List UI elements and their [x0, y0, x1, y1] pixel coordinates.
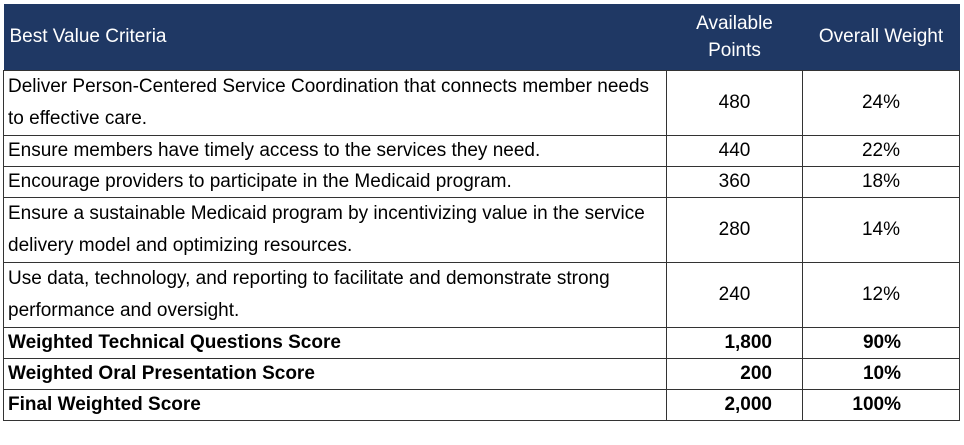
- row-weight: 18%: [803, 166, 960, 197]
- row-criteria: Use data, technology, and reporting to facilitate and demonstrate strong performance and oversight.: [4, 262, 667, 327]
- total-criteria: Final Weighted Score: [4, 389, 667, 420]
- total-points: 200: [667, 358, 803, 389]
- header-criteria: Best Value Criteria: [9, 26, 167, 48]
- row-criteria: Ensure a sustainable Medicaid program by incentivizing value in the service delivery model and optimizing resources.: [4, 197, 667, 262]
- total-weight: 90%: [803, 327, 960, 358]
- best-value-criteria-table: [3, 4, 960, 421]
- total-points: 1,800: [667, 327, 803, 358]
- header-available-points: Available Points: [696, 12, 773, 61]
- row-points: 440: [667, 135, 803, 166]
- row-weight: 12%: [803, 262, 960, 327]
- header-overall-weight: Overall Weight: [818, 26, 944, 48]
- total-criteria: Weighted Technical Questions Score: [4, 327, 667, 358]
- table-header-row: [4, 4, 960, 70]
- total-row: [4, 358, 960, 389]
- table-row: [4, 135, 960, 166]
- total-row: [4, 389, 960, 420]
- total-row: [4, 327, 960, 358]
- table-row: [4, 197, 960, 262]
- total-weight: 100%: [803, 389, 960, 420]
- table-row: [4, 262, 960, 327]
- row-criteria: Ensure members have timely access to the services they need.: [4, 135, 667, 166]
- row-points: 280: [667, 197, 803, 262]
- row-points: 360: [667, 166, 803, 197]
- row-weight: 14%: [803, 197, 960, 262]
- row-weight: 22%: [803, 135, 960, 166]
- table-row: [4, 166, 960, 197]
- total-criteria: Weighted Oral Presentation Score: [4, 358, 667, 389]
- total-points: 2,000: [667, 389, 803, 420]
- row-points: 240: [667, 262, 803, 327]
- row-criteria: Deliver Person-Centered Service Coordination that connects member needs to effective care.: [4, 70, 667, 135]
- table-row: [4, 70, 960, 135]
- row-weight: 24%: [803, 70, 960, 135]
- total-weight: 10%: [803, 358, 960, 389]
- row-points: 480: [667, 70, 803, 135]
- row-criteria: Encourage providers to participate in the Medicaid program.: [4, 166, 667, 197]
